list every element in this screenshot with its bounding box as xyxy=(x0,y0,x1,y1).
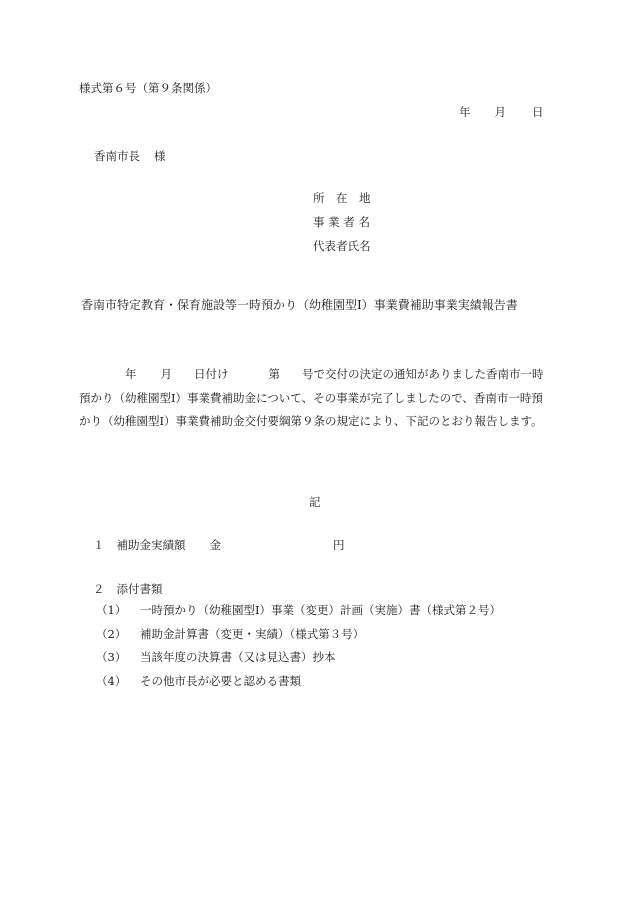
date-year: 年 xyxy=(459,105,471,119)
representative-label: 代表者氏名 xyxy=(313,239,371,253)
item1-kin: 金 xyxy=(209,538,221,552)
item2-label: 添付書類 xyxy=(116,582,163,596)
attachment-text: 当該年度の決算書（又は見込書）抄本 xyxy=(140,650,336,664)
attachment-number: （3） xyxy=(96,650,127,664)
date-month: 月 xyxy=(494,105,506,119)
attachment-number: （1） xyxy=(96,603,127,617)
attachment-text: 補助金計算書（変更・実績）（様式第３号） xyxy=(140,626,365,641)
date-line xyxy=(459,107,544,119)
body-number-prefix: 第 xyxy=(268,367,280,381)
body-text: 号で交付の決定の通知がありました香南市一時預かり（幼稚園型Ⅰ）事業費補助金について、その事業が完了しましたので、香南市一時預かり（幼稚園型Ⅰ）事業費補助金交付要綱第９条の規定により、下記のとおり報告します。 xyxy=(79,367,544,428)
attachment-text: その他市長が必要と認める書類 xyxy=(140,673,301,688)
attachment-number: （4） xyxy=(96,673,127,688)
item-2 xyxy=(93,584,163,596)
attachment-list xyxy=(96,605,501,699)
date-day: 日 xyxy=(532,105,544,119)
attachment-item xyxy=(96,673,501,700)
body-year: 年 xyxy=(125,367,137,381)
attachment-item xyxy=(96,626,501,653)
body-paragraph xyxy=(79,363,553,434)
body-month: 月 xyxy=(160,367,172,381)
address-label: 所 在 地 xyxy=(313,191,371,205)
item1-number: １ xyxy=(93,538,105,552)
form-number: 様式第６号（第９条関係） xyxy=(79,81,217,95)
item1-yen: 円 xyxy=(333,538,345,552)
body-day-dated: 日付け xyxy=(194,367,229,381)
ki-heading: 記 xyxy=(309,495,321,509)
applicant-block xyxy=(313,193,371,265)
addressee-honorific: 様 xyxy=(154,149,166,163)
business-name-label: 事 業 者 名 xyxy=(313,215,370,229)
item1-label: 補助金実績額 xyxy=(116,538,186,552)
item2-number: ２ xyxy=(93,582,105,596)
document-title: 香南市特定教育・保育施設等一時預かり（幼稚園型Ⅰ）事業費補助事業実績報告書 xyxy=(81,298,518,312)
item-1 xyxy=(93,540,345,552)
addressee xyxy=(94,151,166,163)
attachment-item xyxy=(96,652,501,676)
addressee-name: 香南市長 xyxy=(94,149,140,163)
attachment-text: 一時預かり（幼稚園型Ⅰ）事業（変更）計画（実施）書（様式第２号） xyxy=(140,603,502,617)
attachment-item xyxy=(96,605,501,629)
attachment-number: （2） xyxy=(96,626,127,641)
